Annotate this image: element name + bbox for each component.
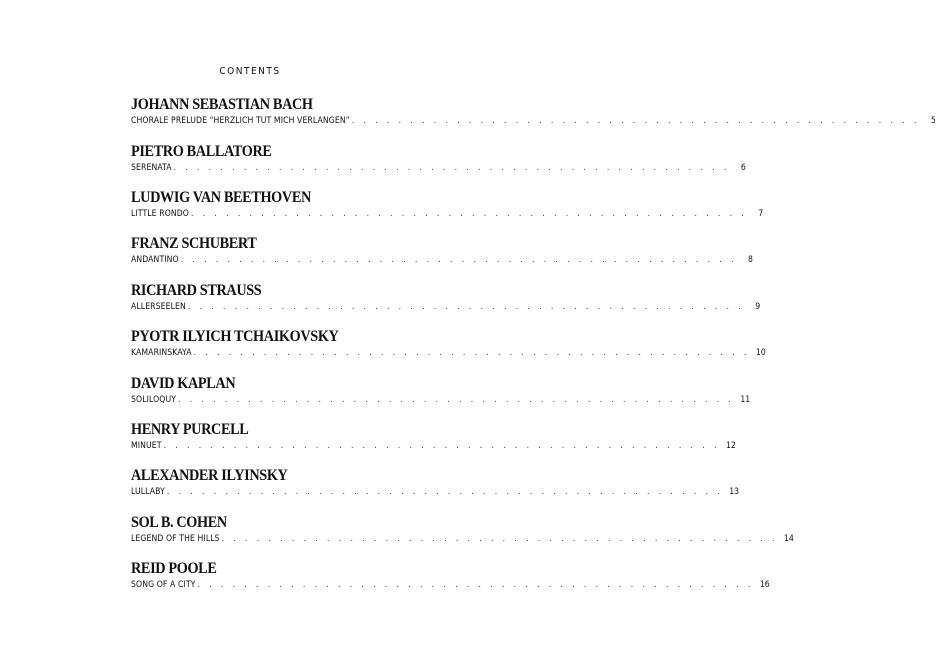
piece-line xyxy=(131,302,761,313)
piece-line xyxy=(131,534,794,545)
composer-name: SOL B. COHEN xyxy=(131,514,227,531)
page-number: 13 xyxy=(729,487,740,497)
dot-leader: . . . . . . . . . . . . . . . . . . . . . . . . . . . . . . . . . . . . . . . . . . . . . . . . xyxy=(193,348,750,358)
page-number: 7 xyxy=(758,209,764,219)
toc-entry-bach[interactable] xyxy=(131,96,936,127)
piece-line xyxy=(131,163,746,174)
piece-line xyxy=(131,395,751,406)
page-number: 9 xyxy=(755,302,761,312)
toc-entry-kaplan[interactable] xyxy=(131,375,751,406)
dot-leader: . . . . . . . . . . . . . . . . . . . . . . . . . . . . . . . . . . . . . . . . . . . . . . . . xyxy=(221,534,778,544)
dot-leader: . . . . . . . . . . . . . . . . . . . . . . . . . . . . . . . . . . . . . . . . . . . . . . . . xyxy=(191,209,748,219)
piece-title: SOLILOQUY xyxy=(131,395,177,405)
composer-name: LUDWIG VAN BEETHOVEN xyxy=(131,189,311,206)
toc-entry-cohen[interactable] xyxy=(131,514,794,545)
composer-name: PYOTR ILYICH TCHAIKOVSKY xyxy=(131,328,339,345)
toc-entry-strauss[interactable] xyxy=(131,282,761,313)
dot-leader: . . . . . . . . . . . . . . . . . . . . . . . . . . . . . . . . . . . . . . . . . . . . . . . . xyxy=(163,441,720,451)
piece-title: LEGEND OF THE HILLS xyxy=(131,534,220,544)
dot-leader: . . . . . . . . . . . . . . . . . . . . . . . . . . . . . . . . . . . . . . . . . . . . . . . . . xyxy=(351,116,920,126)
dot-leader: . . . . . . . . . . . . . . . . . . . . . . . . . . . . . . . . . . . . . . . . . . . . . . . . xyxy=(178,395,735,405)
composer-name: PIETRO BALLATORE xyxy=(131,143,272,160)
page-number: 16 xyxy=(759,580,770,590)
toc-entry-purcell[interactable] xyxy=(131,421,736,452)
composer-name: ALEXANDER ILYINSKY xyxy=(131,467,288,484)
piece-line xyxy=(131,116,936,127)
piece-title: SONG OF A CITY xyxy=(131,580,196,590)
composer-name: RICHARD STRAUSS xyxy=(131,282,262,299)
piece-line xyxy=(131,580,770,591)
page-number: 11 xyxy=(740,395,751,405)
piece-line xyxy=(131,255,753,266)
piece-line xyxy=(131,209,764,220)
piece-line xyxy=(131,348,766,359)
piece-title: LULLABY xyxy=(131,487,165,497)
toc-entry-schubert[interactable] xyxy=(131,235,753,266)
dot-leader: . . . . . . . . . . . . . . . . . . . . . . . . . . . . . . . . . . . . . . . . . . . . . . . . xyxy=(197,580,754,590)
dot-leader: . . . . . . . . . . . . . . . . . . . . . . . . . . . . . . . . . . . . . . . . . . . . . . . . xyxy=(173,163,730,173)
piece-title: KAMARINSKAYA xyxy=(131,348,192,358)
composer-name: JOHANN SEBASTIAN BACH xyxy=(131,96,313,113)
composer-name: DAVID KAPLAN xyxy=(131,375,236,392)
composer-name: FRANZ SCHUBERT xyxy=(131,235,257,252)
page-number: 6 xyxy=(740,163,746,173)
dot-leader: . . . . . . . . . . . . . . . . . . . . . . . . . . . . . . . . . . . . . . . . . . . . . . . . xyxy=(187,302,745,312)
piece-line xyxy=(131,441,736,452)
page-number: 14 xyxy=(784,534,794,544)
piece-title: ANDANTINO xyxy=(131,255,179,265)
page-number: 8 xyxy=(748,255,753,265)
dot-leader: . . . . . . . . . . . . . . . . . . . . . . . . . . . . . . . . . . . . . . . . . . . . . . . . xyxy=(180,255,737,265)
composer-name: HENRY PURCELL xyxy=(131,421,249,438)
toc-entry-ilyinsky[interactable] xyxy=(131,467,740,498)
page-number: 10 xyxy=(755,348,766,358)
contents-heading: CONTENTS xyxy=(219,66,281,77)
piece-title: LITTLE RONDO xyxy=(131,209,189,219)
piece-title: SERENATA xyxy=(131,163,172,173)
composer-name: REID POOLE xyxy=(131,560,217,577)
dot-leader: . . . . . . . . . . . . . . . . . . . . . . . . . . . . . . . . . . . . . . . . . . . . . . . . xyxy=(166,487,724,497)
piece-title: ALLERSEELEN xyxy=(131,302,186,312)
page-number: 5 xyxy=(930,116,936,126)
piece-line xyxy=(131,487,740,498)
piece-title: CHORALE PRELUDE “HERZLICH TUT MICH VERLANGEN” xyxy=(131,116,350,126)
toc-entry-poole[interactable] xyxy=(131,560,770,591)
piece-title: MINUET xyxy=(131,441,162,451)
page-number: 12 xyxy=(725,441,736,451)
toc-entry-ballatore[interactable] xyxy=(131,143,746,174)
toc-entry-tchaikovsky[interactable] xyxy=(131,328,766,359)
toc-entry-beethoven[interactable] xyxy=(131,189,764,220)
